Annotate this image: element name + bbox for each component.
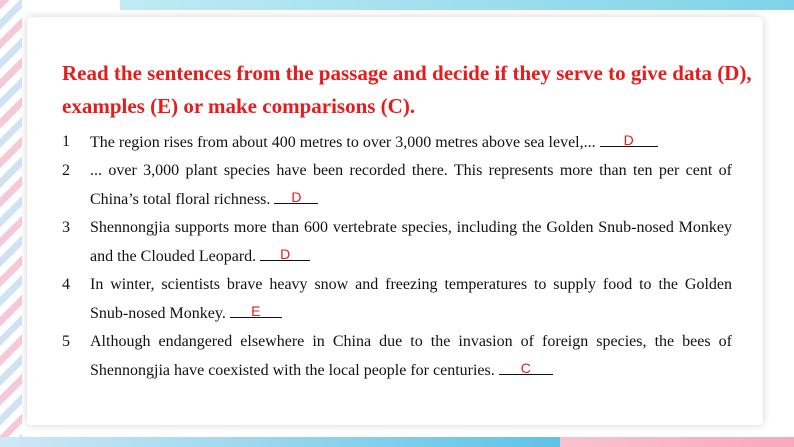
top-decorative-bar: [120, 0, 794, 10]
left-decorative-stripes: [0, 0, 22, 447]
sentence-item-3: [62, 214, 732, 271]
sentence-item-1: [62, 128, 732, 157]
answer-letter: D: [291, 189, 302, 205]
answer-blank[interactable]: [230, 299, 282, 318]
answer-blank[interactable]: [274, 185, 318, 204]
answer-blank[interactable]: [499, 356, 553, 375]
answer-blank[interactable]: [260, 242, 310, 261]
answer-letter: D: [623, 132, 634, 148]
sentence-item-4: [62, 271, 732, 328]
sentence-item-5: [62, 328, 732, 385]
bottom-decorative-bar-blue: [0, 437, 560, 447]
item-number: 4: [62, 276, 70, 293]
sentence-item-2: [62, 157, 732, 214]
answer-letter: E: [251, 303, 261, 319]
sentence-text: In winter, scientists brave heavy snow and freezing temperatures to supply food to the Golden Snub-nosed Monkey.: [90, 276, 732, 322]
item-number: 5: [62, 333, 70, 350]
item-number: 1: [62, 133, 70, 150]
instruction-heading: Read the sentences from the passage and decide if they serve to give data (D), examples (E) or make comparisons (C).: [62, 61, 752, 118]
item-number: 2: [62, 162, 70, 179]
sentence-text: Shennongjia supports more than 600 vertebrate species, including the Golden Snub-nosed Monkey and the Clouded Leopard.: [90, 219, 732, 265]
sentence-text: ... over 3,000 plant species have been recorded there. This represents more than ten per cent of China’s total floral richness.: [90, 162, 732, 208]
bottom-decorative-bar-pink: [560, 437, 794, 447]
answer-letter: D: [280, 246, 291, 262]
answer-letter: C: [520, 360, 531, 376]
sentence-list: [62, 128, 732, 385]
sentence-text: The region rises from about 400 metres to over 3,000 metres above sea level,...: [90, 134, 600, 151]
sentence-text: Although endangered elsewhere in China due to the invasion of foreign species, the bees of Shennongjia have coexisted with the local people for centuries.: [90, 333, 732, 379]
item-number: 3: [62, 219, 70, 236]
answer-blank[interactable]: [600, 128, 658, 147]
content-card: [27, 17, 763, 425]
